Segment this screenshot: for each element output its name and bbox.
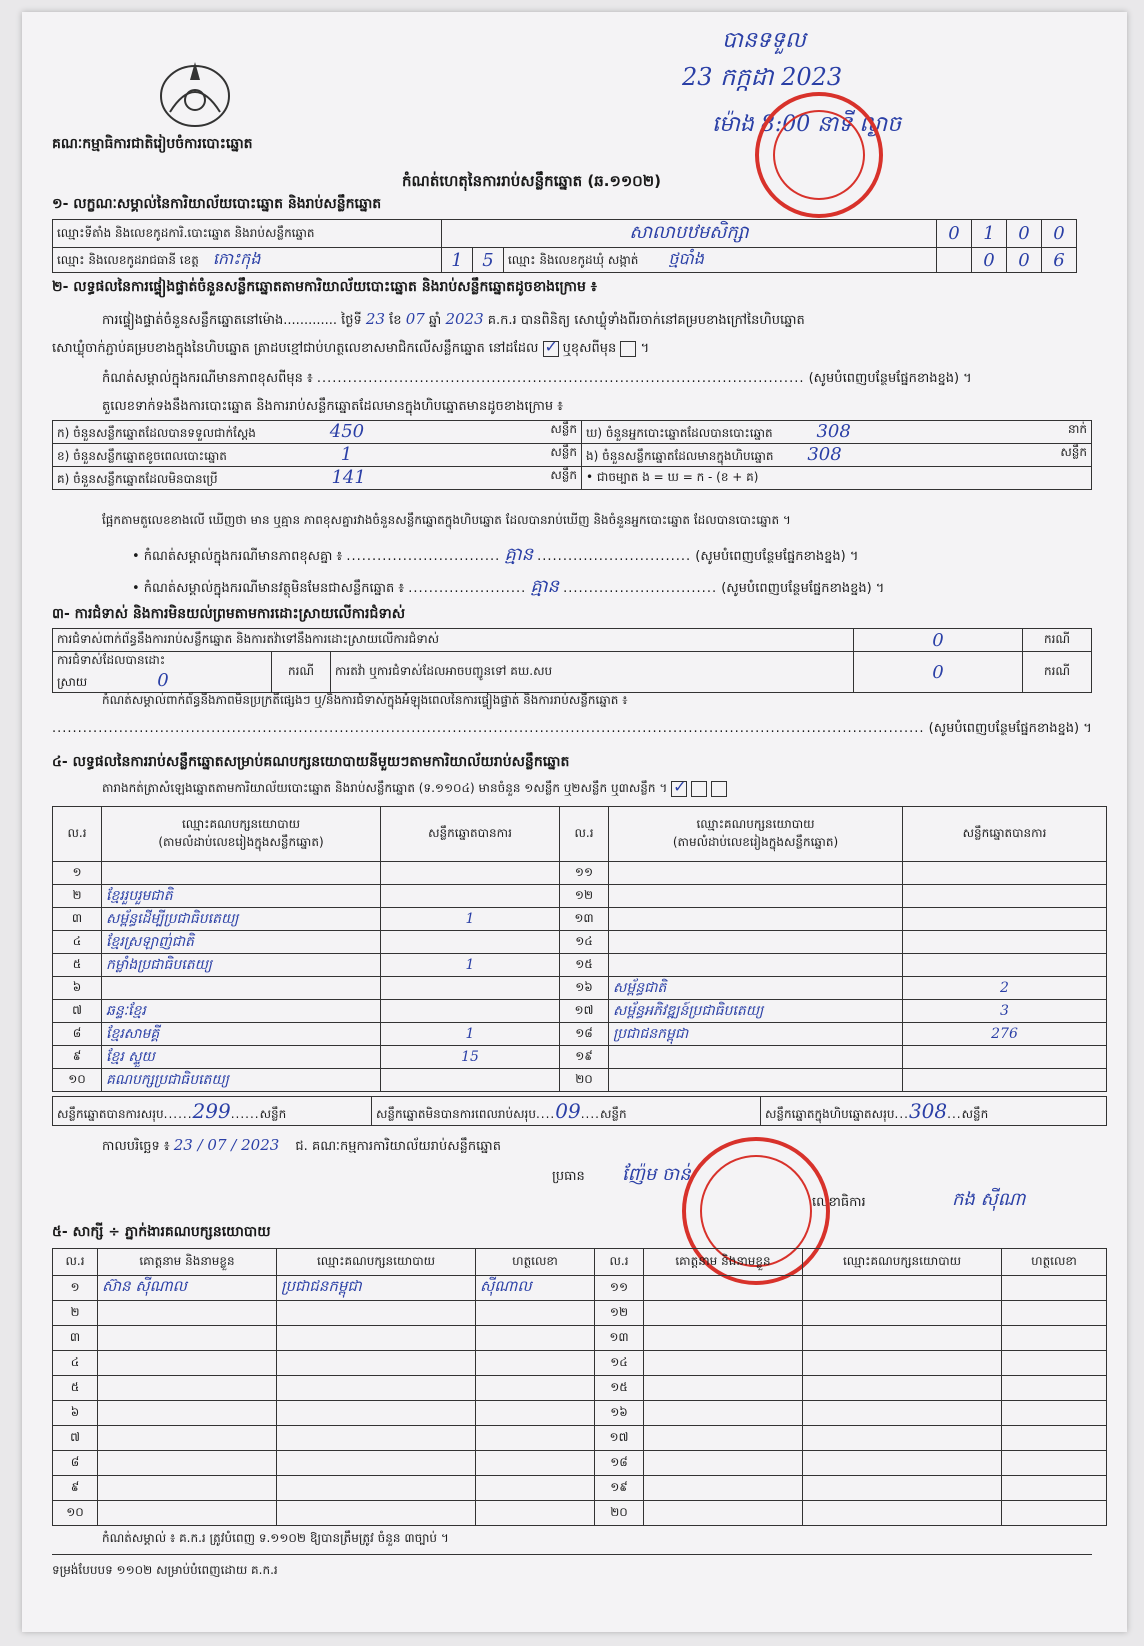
three-sheet-checkbox[interactable] (711, 781, 727, 797)
objection-total-value: 0 (932, 629, 944, 651)
party-votes: 3 (1000, 1003, 1009, 1019)
witness-name: ស៊ាន ស៊ីណាល (102, 1277, 187, 1295)
party-name: ខ្មែរសាមគ្គី (106, 1025, 160, 1042)
witness-no: ៣ (69, 1330, 81, 1344)
table-row (53, 1301, 1107, 1326)
receipt-date: 23 កក្កដា 2023 (682, 63, 843, 91)
objection-resolved-label: ការជំទាស់ដែលបានដោះស្រាយ 0 (53, 652, 272, 693)
party-name: ខ្មែររួបរួមជាតិ (106, 887, 173, 904)
party-no: ១២ (574, 888, 594, 902)
received-count: 450 (329, 421, 365, 442)
party-name: ខ្មែរស្រឡាញ់ជាតិ (106, 933, 194, 950)
party-no: ៨ (72, 1026, 82, 1040)
formula: • ជាចម្បាត ង = ឃ = ក - (ខ + គ) (582, 467, 1092, 490)
attachment-line: តារាងកត់ត្រាសំឡេងឆ្នោតតាមការិយាល័យបោះឆ្នោត និងរាប់សន្លឹកឆ្នោត (ទ.១១០៤) មានចំនួន ១សន្លឹក ឬ២សន្លឹក ឬ៣សន្លឹក ។ ✓ (102, 780, 727, 798)
party-name: ឆន្ទៈខ្មែរ (106, 1002, 146, 1019)
witness-signature: ស៊ីណាល (480, 1277, 532, 1295)
witness-no: ១៤ (610, 1355, 628, 1369)
one-sheet-checkbox[interactable] (671, 781, 687, 797)
party-name: ខ្មែរ ស្ទួយ (106, 1048, 155, 1065)
total-valid: សន្លឹកឆ្នោតបានការសរុប......299......សន្លឹក (53, 1097, 372, 1126)
province-value: កោះកុង (212, 249, 261, 268)
party-votes: 15 (461, 1049, 479, 1065)
objection-total-label: ការជំទាស់ពាក់ព័ន្ធនឹងការរាប់សន្លឹកឆ្នោត និងការតវ៉ាទៅនឹងការដោះស្រាយលើការជំទាស់ (53, 629, 854, 652)
party-no: ៧ (72, 1003, 82, 1017)
witness-no: ១៧ (609, 1430, 629, 1444)
table-row (53, 954, 1107, 977)
table-row (53, 1451, 1107, 1476)
witness-no: ១៩ (610, 1480, 628, 1494)
party-name: សម្ព័ន្ធដើម្បីប្រជាធិបតេយ្យ (106, 910, 239, 927)
party-name: សម្ព័ន្ធអភិវឌ្ឍន៍ប្រជាធិបតេយ្យ (613, 1002, 764, 1019)
bullet-diff: • កំណត់សម្គាល់ក្នុងករណីមានភាពខុសគ្នា ៖ .............................. គ្មាន .............................. (សូមបំពេញបន្ថែមផ្នែកខាងខ្នង) ។ (132, 544, 859, 565)
witness-no: ២ (70, 1305, 80, 1319)
section4-heading: ៤- លទ្ធផលនៃការរាប់សន្លឹកឆ្នោតសម្រាប់គណបក្សនយោបាយនីមួយៗតាមការិយាល័យរាប់សន្លឹកឆ្នោត (52, 754, 570, 770)
spoiled-count: 1 (340, 444, 353, 465)
location-label: ឈ្មោះទីតាំង និងលេខកូដការិ.បោះឆ្នោត និងរាប់សន្លឹកឆ្នោត (53, 220, 442, 248)
party-no: ៣ (71, 911, 83, 925)
table-row (53, 1426, 1107, 1451)
party-votes: 1 (465, 911, 475, 927)
form-title: កំណត់ហេតុនៃការរាប់សន្លឹកឆ្នោត (ឆ.១១០២) (402, 172, 662, 190)
verify-month: 07 (405, 310, 425, 328)
section3-heading: ៣- ការជំទាស់ និងការមិនយល់ព្រមតាមការដោះស្រាយលើការជំទាស់ (52, 606, 406, 622)
location-value: សាលាបឋមសិក្សា (629, 222, 749, 243)
total-valid-value: 299 (192, 1098, 231, 1123)
table-row (53, 1476, 1107, 1501)
total-invalid: សន្លឹកឆ្នោតមិនបានការពេលរាប់សរុប....09....សន្លឹក (372, 1097, 761, 1126)
unused-count: 141 (331, 467, 366, 488)
party-no: ៤ (72, 934, 82, 948)
receipt-time: ម៉ោង 8:00 នាទី ល្ងាច (712, 112, 902, 137)
table-row (53, 1376, 1107, 1401)
seal-line: សោឃ្លុំចាក់ភ្ជាប់គម្របខាងក្នុងនៃហិបឆ្នោត ត្រាដបខ្មៅជាប់ហត្ថលេខាសមាជិកលើសន្លឹកឆ្នោត នៅដដែល ✓ ឬខុសពីមុន ។ (52, 340, 649, 359)
commune-code-digit: 0 (983, 249, 995, 271)
table-row (53, 908, 1107, 931)
secretary-label: លេខាធិការ (812, 1195, 866, 1210)
chair-label: ប្រធាន (552, 1169, 585, 1184)
two-sheet-checkbox[interactable] (691, 781, 707, 797)
verify-day: 23 (365, 310, 386, 328)
table-row (53, 977, 1107, 1000)
party-name: សម្ព័ន្ធជាតិ (613, 979, 667, 996)
witness-no: ១២ (609, 1305, 629, 1319)
commune-value: ថ្មបាំង (668, 249, 704, 268)
irregularity-fill-line: .......................................................................................................................................................................... (សូមបំពេញបន្ថែមផ្នែកខាងខ្នង) ។ (52, 721, 1092, 736)
table-row (53, 1501, 1107, 1526)
box-count: 308 (807, 444, 842, 465)
witness-party: ប្រជាជនកម្ពុជា (281, 1277, 362, 1295)
diff-check-line: ផ្អែកតាមតួលេខខាងលើ ឃើញថា មាន ឬគ្មាន ភាពខុសគ្នារវាងចំនួនសន្លឹកឆ្នោតក្នុងហិបឆ្នោត ដែលបានរាប់ឃើញ និងចំនួនអ្នកបោះឆ្នោត ដែលបានបោះឆ្នោត ។ (102, 513, 791, 527)
province-code-digit: 5 (482, 249, 494, 271)
party-no: ១ (72, 865, 82, 879)
party-no: ១១ (574, 865, 594, 879)
objection-resolved-value: 0 (157, 670, 169, 691)
verify-line: ការផ្ទៀងផ្ទាត់ចំនួនសន្លឹកឆ្នោតនៅម៉ោង............. ថ្ងៃទី 23 ខែ 07 ឆ្នាំ 2023 គ.ក.រ បានពិនិត្យ សោឃ្លុំទាំងពីរចាក់នៅគម្របខាងក្រៅនៃហិបឆ្នោត (102, 310, 805, 328)
objection-forward-label: ការតវ៉ា ឬការជំទាស់ដែលអាចបញ្ជូនទៅ គឃ.សប (331, 652, 854, 693)
party-votes: 2 (1000, 980, 1009, 996)
witness-no: ៦ (70, 1405, 80, 1419)
table-row (53, 1046, 1107, 1069)
party-no: ១៩ (575, 1049, 593, 1063)
witness-no: ៩ (70, 1480, 80, 1494)
table-row (53, 1351, 1107, 1376)
totals-table (52, 1096, 1107, 1126)
party-no: ១០ (68, 1072, 86, 1086)
party-votes: 1 (465, 1026, 475, 1042)
official-seal-top (755, 92, 883, 218)
total-box: សន្លឹកឆ្នោតក្នុងហិបឆ្នោតសរុប...308...សន្លឹក (761, 1097, 1107, 1126)
witness-no: ៤ (70, 1355, 80, 1369)
witness-no: ១៦ (610, 1405, 628, 1419)
unchanged-checkbox[interactable] (543, 341, 559, 357)
party-no: ៥ (72, 957, 82, 971)
party-no: ១៨ (575, 1026, 593, 1040)
party-no: ១៦ (575, 980, 593, 994)
witness-no: ១១ (609, 1280, 629, 1294)
bullet-diff-value: គ្មាន (504, 544, 534, 565)
witness-table: ល.រ គោត្តនាម និងនាមខ្លួន ឈ្មោះគណបក្សនយោបាយ ហត្ថលេខា ល.រ គោត្តនាម និងនាមខ្លួន ឈ្មោះគណបក្សនយោបាយ ហត្ថលេខា ១ ស៊ាន ស៊ីណាល ប្រជាជនកម្ពុជា ស៊ីណាល ១១ ២ ១២ ៣ ១៣ ៤ ១៤ ៥ ១៥ ៦ ១៦ ៧ ១៧ ៨ ១៨ ៩ ១៩ ១០ ២០ (52, 1248, 1107, 1526)
table-row (53, 1000, 1107, 1023)
changed-checkbox[interactable] (620, 341, 636, 357)
objection-forward-value: 0 (932, 661, 944, 683)
party-no: ១៧ (574, 1003, 594, 1017)
form-paper (22, 12, 1127, 1632)
form-reference: ទម្រង់បែបបទ ១១០២ សម្រាប់បំពេញដោយ គ.ក.រ (52, 1563, 278, 1577)
commune-code-digit: 0 (1018, 249, 1030, 271)
section1-table (52, 219, 1077, 273)
party-name: ប្រជាជនកម្ពុជា (613, 1025, 689, 1042)
voters-count: 308 (816, 421, 851, 442)
party-votes: 1 (465, 957, 475, 973)
table-row (53, 1401, 1107, 1426)
party-no: ២ (72, 888, 82, 902)
closing-date: 23 / 07 / 2023 (173, 1136, 280, 1154)
section2-heading: ២- លទ្ធផលនៃការផ្ទៀងផ្ទាត់ចំនួនសន្លឹកឆ្នោតតាមការិយាល័យបោះឆ្នោត និងរាប់សន្លឹកឆ្នោតដូចខាងក្រោម ៖ (52, 279, 597, 295)
table-row (53, 1326, 1107, 1351)
party-no: ១៥ (575, 957, 593, 971)
party-results-table: ល.រ ឈ្មោះគណបក្សនយោបាយ (តាមលំដាប់លេខរៀងក្នុងសន្លឹកឆ្នោត) សន្លឹកឆ្នោតបានការ ល.រ ឈ្មោះគណបក្សនយោបាយ (តាមលំដាប់លេខរៀងក្នុងសន្លឹកឆ្នោត) សន្លឹកឆ្នោតបានការ ១ ១១ ២ ខ្មែររួបរួមជាតិ ១២ ៣ សម្ព័ន្ធដើម្បីប្រជាធិបតេយ្យ 1 ១៣ ៤ ខ្មែរស្រឡាញ់ជាតិ ១៤ ៥ កម្លាំងប្រជាធិបតេយ្យ 1 ១៥ ៦ ១៦ សម្ព័ន្ធជាតិ 2 ៧ ឆន្ទៈខ្មែរ ១៧ សម្ព័ន្ធអភិវឌ្ឍន៍ប្រជាធិបតេយ្យ 3 ៨ ខ្មែរសាមគ្គី 1 ១៨ ប្រជាជនកម្ពុជា 276 ៩ ខ្មែរ ស្ទួយ 15 ១៩ ១០ គណបក្សប្រជាធិបតេយ្យ ២០ (52, 806, 1107, 1092)
total-box-value: 308 (908, 1098, 948, 1123)
party-no: ៩ (72, 1049, 82, 1063)
footer-note: កំណត់សម្គាល់ ៖ គ.ក.រ ត្រូវបំពេញ ទ.១១០២ ឱ្យបានត្រឹមត្រូវ ចំនួន ៣ច្បាប់ ។ (102, 1531, 449, 1545)
national-emblem-icon (150, 52, 240, 134)
party-no: ២០ (575, 1072, 593, 1086)
party-name: កម្លាំងប្រជាធិបតេយ្យ (106, 956, 213, 973)
party-name: គណបក្សប្រជាធិបតេយ្យ (106, 1071, 229, 1088)
location-code-digit: 1 (983, 223, 995, 244)
witness-no: ១៣ (609, 1330, 629, 1344)
commune-code-digit: 6 (1053, 249, 1065, 271)
table-row (53, 862, 1107, 885)
location-code-digit: 0 (1053, 223, 1065, 244)
witness-no: ១០ (66, 1505, 84, 1519)
bullet-object-value: គ្មាន (530, 576, 559, 597)
footer-divider (52, 1554, 1092, 1555)
witness-no: ៧ (70, 1430, 80, 1444)
total-invalid-value: 09 (555, 1098, 581, 1123)
table-row (53, 931, 1107, 954)
commission-name: គណៈកម្មាធិការជាតិរៀបចំការបោះឆ្នោត (52, 136, 253, 152)
diff-note-line: កំណត់សម្គាល់ក្នុងករណីមានភាពខុសពីមុន ៖ ............................................................................................... (សូមបំពេញបន្ថែមផ្នែកខាងខ្នង) ។ (102, 371, 972, 386)
province-label: ឈ្មោះ និងលេខកូដរាជធានី ខេត្ត កោះកុង (53, 248, 442, 273)
table-row (53, 1276, 1107, 1301)
table-row (53, 1023, 1107, 1046)
table-row (53, 1069, 1107, 1092)
party-no: ១៣ (574, 911, 594, 925)
witness-no: ៨ (70, 1455, 80, 1469)
party-no: ១៤ (575, 934, 593, 948)
objections-table: ការជំទាស់ពាក់ព័ន្ធនឹងការរាប់សន្លឹកឆ្នោត និងការតវ៉ាទៅនឹងការដោះស្រាយលើការជំទាស់ 0 ករណី ការជំទាស់ដែលបានដោះស្រាយ 0 ករណី ការតវ៉ា ឬការជំទាស់ដែលអាចបញ្ជូនទៅ គឃ.សប 0 ករណី (52, 628, 1092, 693)
counts-intro: តួលេខទាក់ទងនឹងការបោះឆ្នោត និងការរាប់សន្លឹកឆ្នោតដែលមានក្នុងហិបឆ្នោតមានដូចខាងក្រោម ៖ (102, 399, 563, 414)
witness-no: ១៨ (610, 1455, 628, 1469)
bullet-object: • កំណត់សម្គាល់ក្នុងករណីមានវត្ថុមិនមែនជាសន្លឹកឆ្នោត ៖ ....................... គ្មាន .............................. (សូមបំពេញបន្ថែមផ្នែកខាងខ្នង) ។ (132, 576, 885, 597)
section1-heading: ១- លក្ខណៈសម្គាល់នៃការិយាល័យបោះឆ្នោត និងរាប់សន្លឹកឆ្នោត (52, 196, 382, 212)
location-code-digit: 0 (1018, 223, 1030, 244)
section5-heading: ៥- សាក្សី ÷ ភ្នាក់ងារគណបក្សនយោបាយ (52, 1224, 271, 1240)
witness-no: ១ (70, 1280, 80, 1294)
party-votes: 276 (991, 1026, 1018, 1042)
closing-line: កាលបរិច្ឆេទ ៖ 23 / 07 / 2023 ជ. គណៈកម្មការការិយាល័យរាប់សន្លឹកឆ្នោត (102, 1136, 501, 1154)
verify-year: 2023 (445, 310, 484, 328)
table-row (53, 885, 1107, 908)
witness-no: ៥ (70, 1380, 80, 1394)
irregularity-note: កំណត់សម្គាល់ពាក់ព័ន្ធនឹងភាពមិនប្រក្រតីផ្សេងៗ ឬ/និងការជំទាស់ក្នុងអំឡុងពេលនៃការផ្ទៀងផ្ទាត់ និងការរាប់សន្លឹកឆ្នោត ៖ (102, 693, 628, 707)
witness-no: ២០ (610, 1505, 628, 1519)
receipt-received: បាន​ទទួល (722, 28, 806, 53)
counts-table: ក) ចំនួនសន្លឹកឆ្នោតដែលបានទទួលជាក់ស្តែង 450 សន្លឹក ឃ) ចំនួនអ្នកបោះឆ្នោតដែលបានបោះឆ្នោត 308 នាក់ ខ) ចំនួនសន្លឹកឆ្នោតខូចពេលបោះឆ្នោត 1 សន្លឹក ង) ចំនួនសន្លឹកឆ្នោតដែលមានក្នុងហិបឆ្នោត 308 សន្លឹក គ) ចំនួនសន្លឹកឆ្នោតដែលមិនបានប្រើ 141 សន្លឹក • ជាចម្បាត ង = ឃ = ក - (ខ + គ) (52, 420, 1092, 490)
party-no: ៦ (72, 980, 82, 994)
chair-signature: ញ៉ែម ចាន់ (622, 1164, 691, 1185)
witness-no: ១៥ (610, 1380, 628, 1394)
location-code-digit: 0 (948, 223, 960, 244)
province-code-digit: 1 (451, 249, 463, 271)
commune-label: ឈ្មោះ និងលេខកូដឃុំ សង្កាត់ ថ្មបាំង (504, 248, 937, 273)
secretary-signature: កង ស៊ីណា (952, 1189, 1026, 1210)
